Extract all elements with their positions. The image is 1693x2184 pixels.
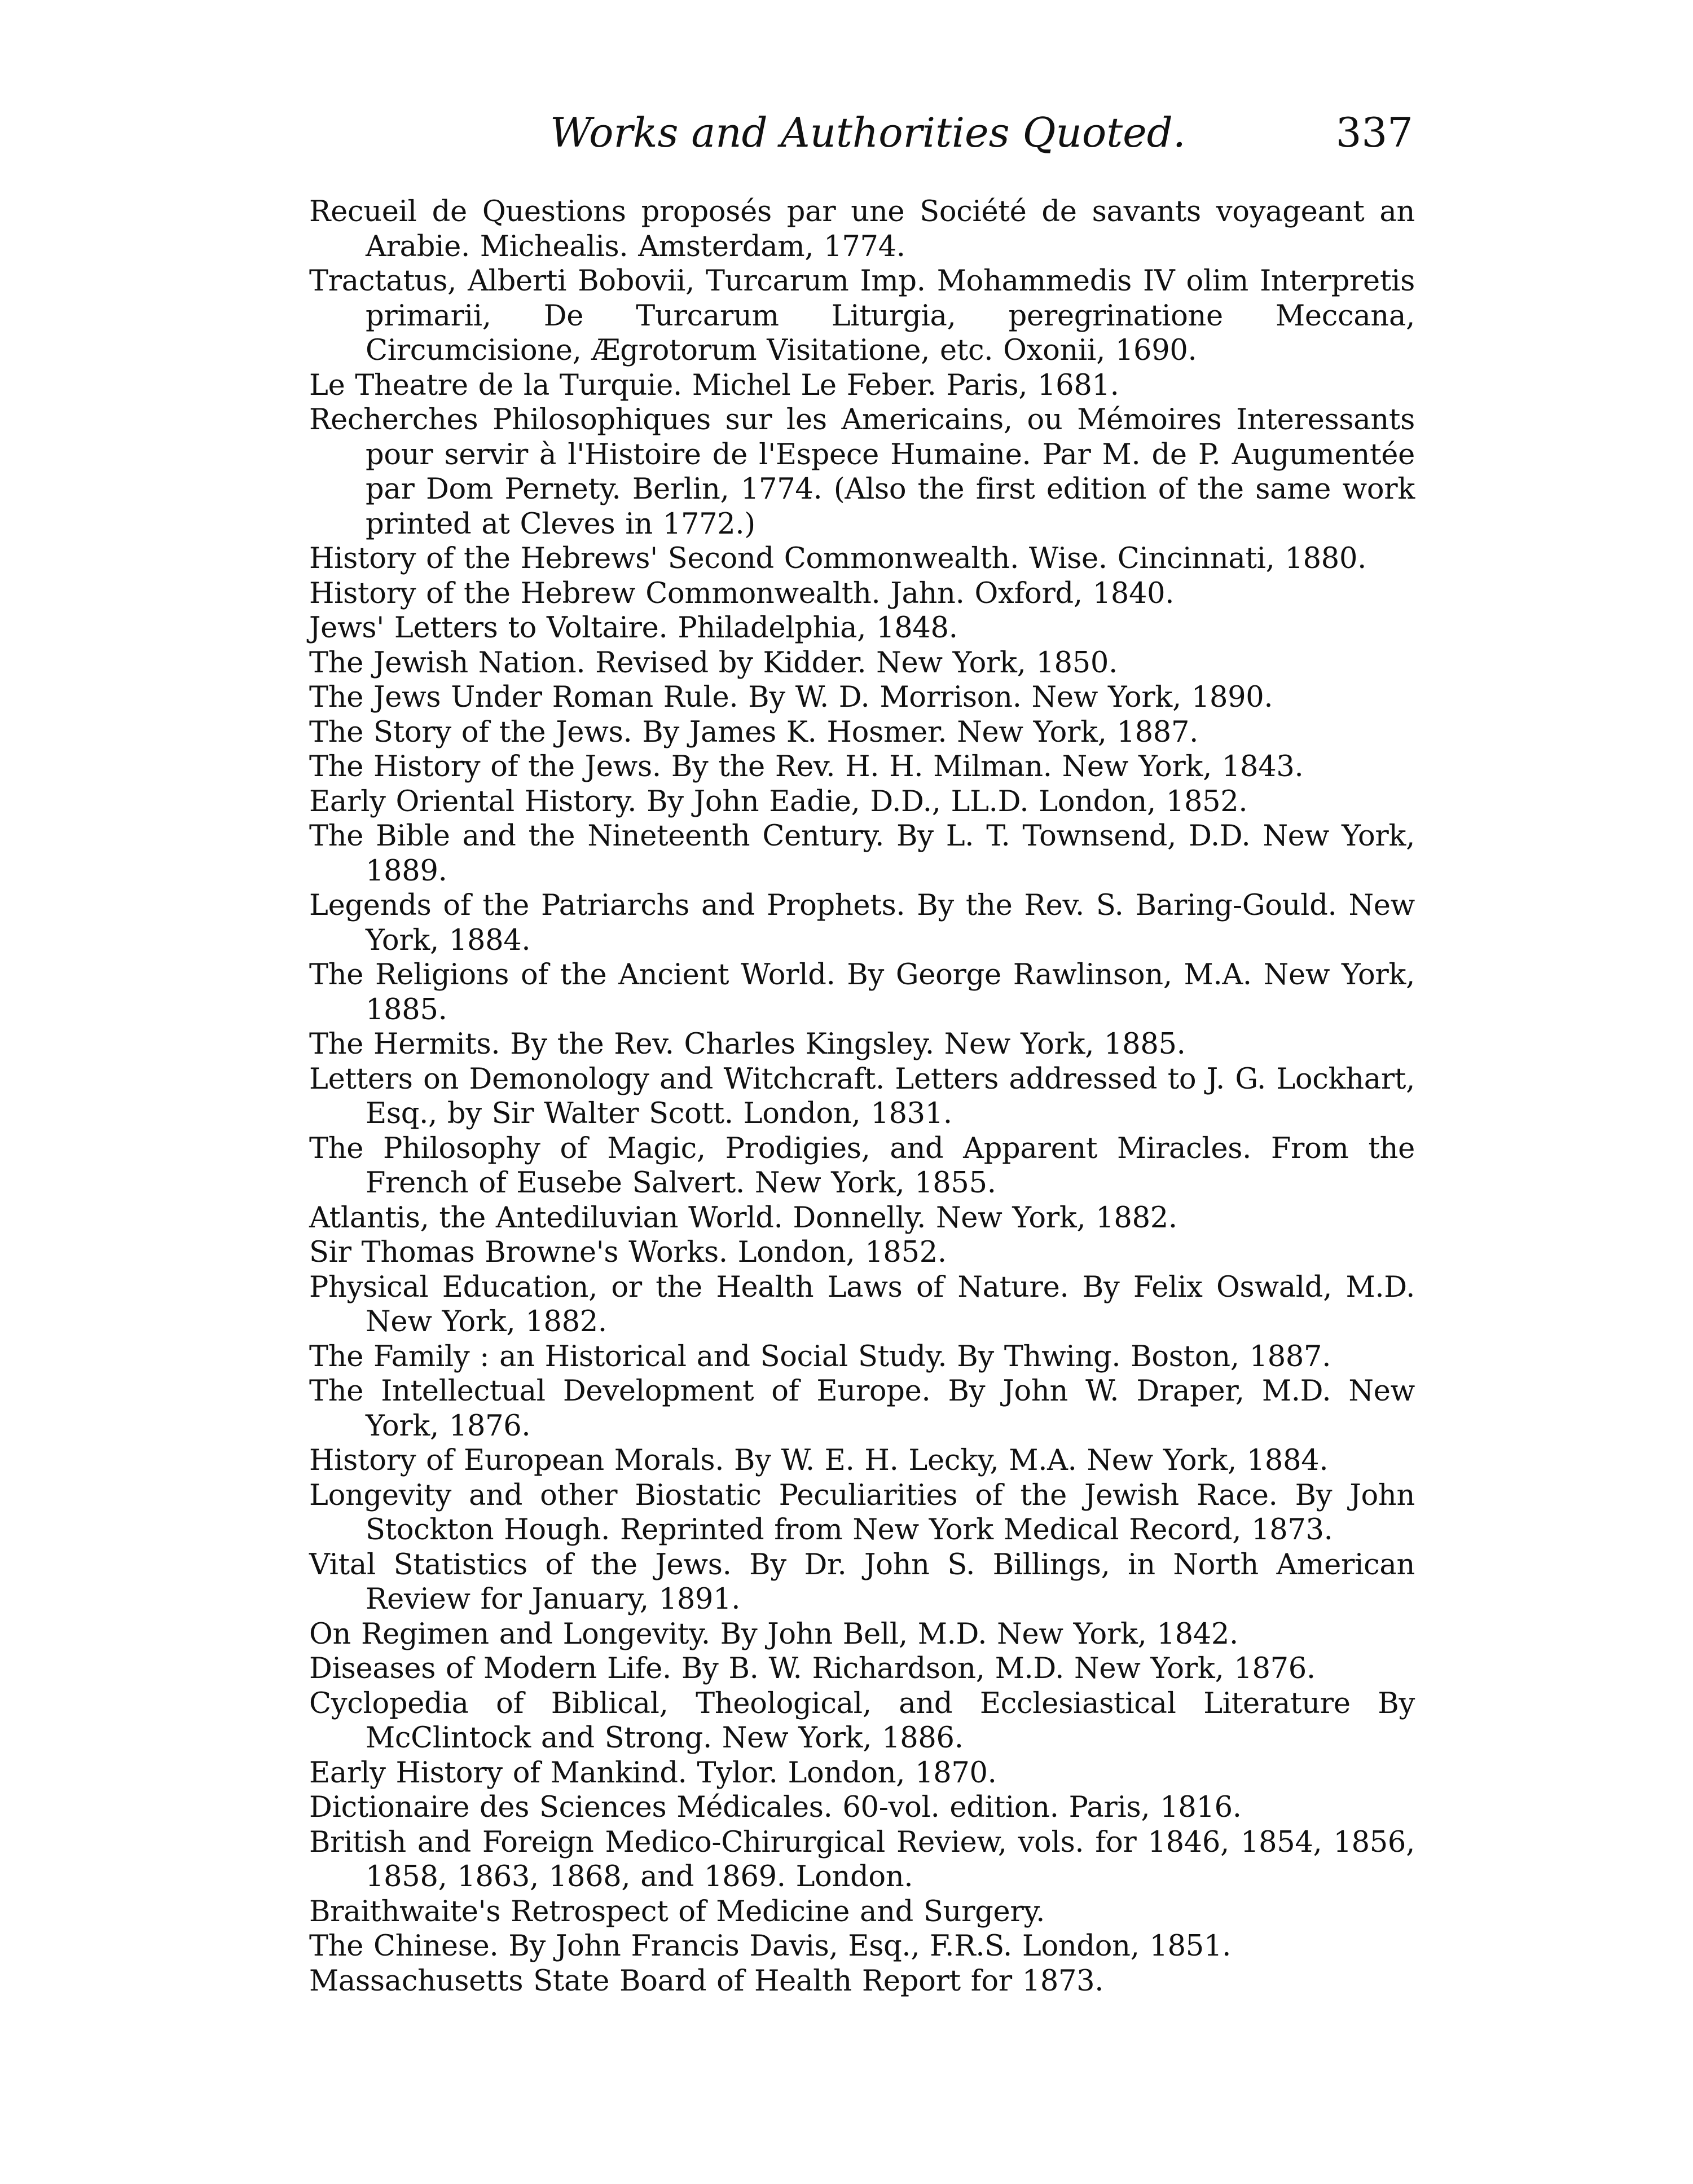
bibliography-list [309,195,1415,1998]
bibliography-entry: Vital Statistics of the Jews. By Dr. John S. Billings, in North American Review for January, 1891. [309,1548,1415,1616]
bibliography-entry: History of the Hebrews' Second Commonwealth. Wise. Cincinnati, 1880. [309,542,1367,575]
bibliography-entry: Early Oriental History. By John Eadie, D.D., LL.D. London, 1852. [309,785,1248,818]
running-title: Works and Authorities Quoted. [550,109,1186,156]
bibliography-entry: Recueil de Questions proposés par une Société de savants voyageant an Arabie. Michealis. Amsterdam, 1774. [309,195,1415,263]
bibliography-entry: Longevity and other Biostatic Peculiarities of the Jewish Race. By John Stockton Hough. Reprinted from New York Medical Record, 1873. [309,1478,1415,1547]
bibliography-entry: The Intellectual Development of Europe. By John W. Draper, M.D. New York, 1876. [309,1375,1415,1443]
bibliography-entry: Braithwaite's Retrospect of Medicine and Surgery. [309,1895,1045,1928]
bibliography-entry: Dictionaire des Sciences Médicales. 60-vol. edition. Paris, 1816. [309,1791,1242,1824]
bibliography-entry: British and Foreign Medico-Chirurgical Review, vols. for 1846, 1854, 1856, 1858, 1863, 1868, and 1869. London. [309,1825,1415,1894]
bibliography-entry: Physical Education, or the Health Laws of Nature. By Felix Oswald, M.D. New York, 1882. [309,1270,1415,1338]
bibliography-entry: The Philosophy of Magic, Prodigies, and Apparent Miracles. From the French of Eusebe Salvert. New York, 1855. [309,1131,1415,1200]
bibliography-entry: The Chinese. By John Francis Davis, Esq., F.R.S. London, 1851. [309,1930,1232,1963]
running-head [550,104,1413,166]
bibliography-entry: History of European Morals. By W. E. H. Lecky, M.A. New York, 1884. [309,1444,1329,1477]
bibliography-entry: Le Theatre de la Turquie. Michel Le Feber. Paris, 1681. [309,368,1119,402]
bibliography-entry: Atlantis, the Antediluvian World. Donnelly. New York, 1882. [309,1201,1177,1235]
bibliography-entry: Jews' Letters to Voltaire. Philadelphia, 1848. [309,611,958,645]
bibliography-entry: Sir Thomas Browne's Works. London, 1852. [309,1236,947,1269]
page-number: 337 [1335,109,1413,156]
bibliography-entry: The Jews Under Roman Rule. By W. D. Morrison. New York, 1890. [309,681,1273,714]
bibliography-entry: Letters on Demonology and Witchcraft. Letters addressed to J. G. Lockhart, Esq., by Sir Walter Scott. London, 1831. [309,1062,1415,1130]
bibliography-entry: The Hermits. By the Rev. Charles Kingsley. New York, 1885. [309,1028,1186,1061]
bibliography-entry: Tractatus, Alberti Bobovii, Turcarum Imp. Mohammedis IV olim Interpretis primarii, De Turcarum Liturgia, peregrinatione Meccana, Circumcisione, Ægrotorum Visitatione, etc. Oxonii, 1690. [309,265,1415,367]
bibliography-entry: The Family : an Historical and Social Study. By Thwing. Boston, 1887. [309,1340,1331,1373]
bibliography-entry: History of the Hebrew Commonwealth. Jahn. Oxford, 1840. [309,576,1175,610]
bibliography-entry: On Regimen and Longevity. By John Bell, M.D. New York, 1842. [309,1617,1238,1651]
bibliography-entry: The History of the Jews. By the Rev. H. H. Milman. New York, 1843. [309,750,1304,783]
bibliography-entry: Early History of Mankind. Tylor. London, 1870. [309,1756,997,1790]
bibliography-entry: Legends of the Patriarchs and Prophets. By the Rev. S. Baring-Gould. New York, 1884. [309,889,1415,957]
bibliography-entry: Diseases of Modern Life. By B. W. Richardson, M.D. New York, 1876. [309,1652,1316,1685]
bibliography-entry: The Religions of the Ancient World. By George Rawlinson, M.A. New York, 1885. [309,958,1415,1027]
bibliography-entry: Massachusetts State Board of Health Report for 1873. [309,1964,1104,1998]
bibliography-entry: The Bible and the Nineteenth Century. By L. T. Townsend, D.D. New York, 1889. [309,820,1415,888]
bibliography-entry: The Story of the Jews. By James K. Hosmer. New York, 1887. [309,715,1199,749]
bibliography-entry: Recherches Philosophiques sur les Americains, ou Mémoires Interessants pour servir à l'Histoire de l'Espece Humaine. Par M. de P. Augumentée par Dom Pernety. Berlin, 1774. (Also the first edition of the same work printed at Cleves in 1772.) [309,403,1415,541]
bibliography-entry: Cyclopedia of Biblical, Theological, and Ecclesiastical Literature By McClintock and Strong. New York, 1886. [309,1687,1415,1755]
bibliography-entry: The Jewish Nation. Revised by Kidder. New York, 1850. [309,646,1118,680]
